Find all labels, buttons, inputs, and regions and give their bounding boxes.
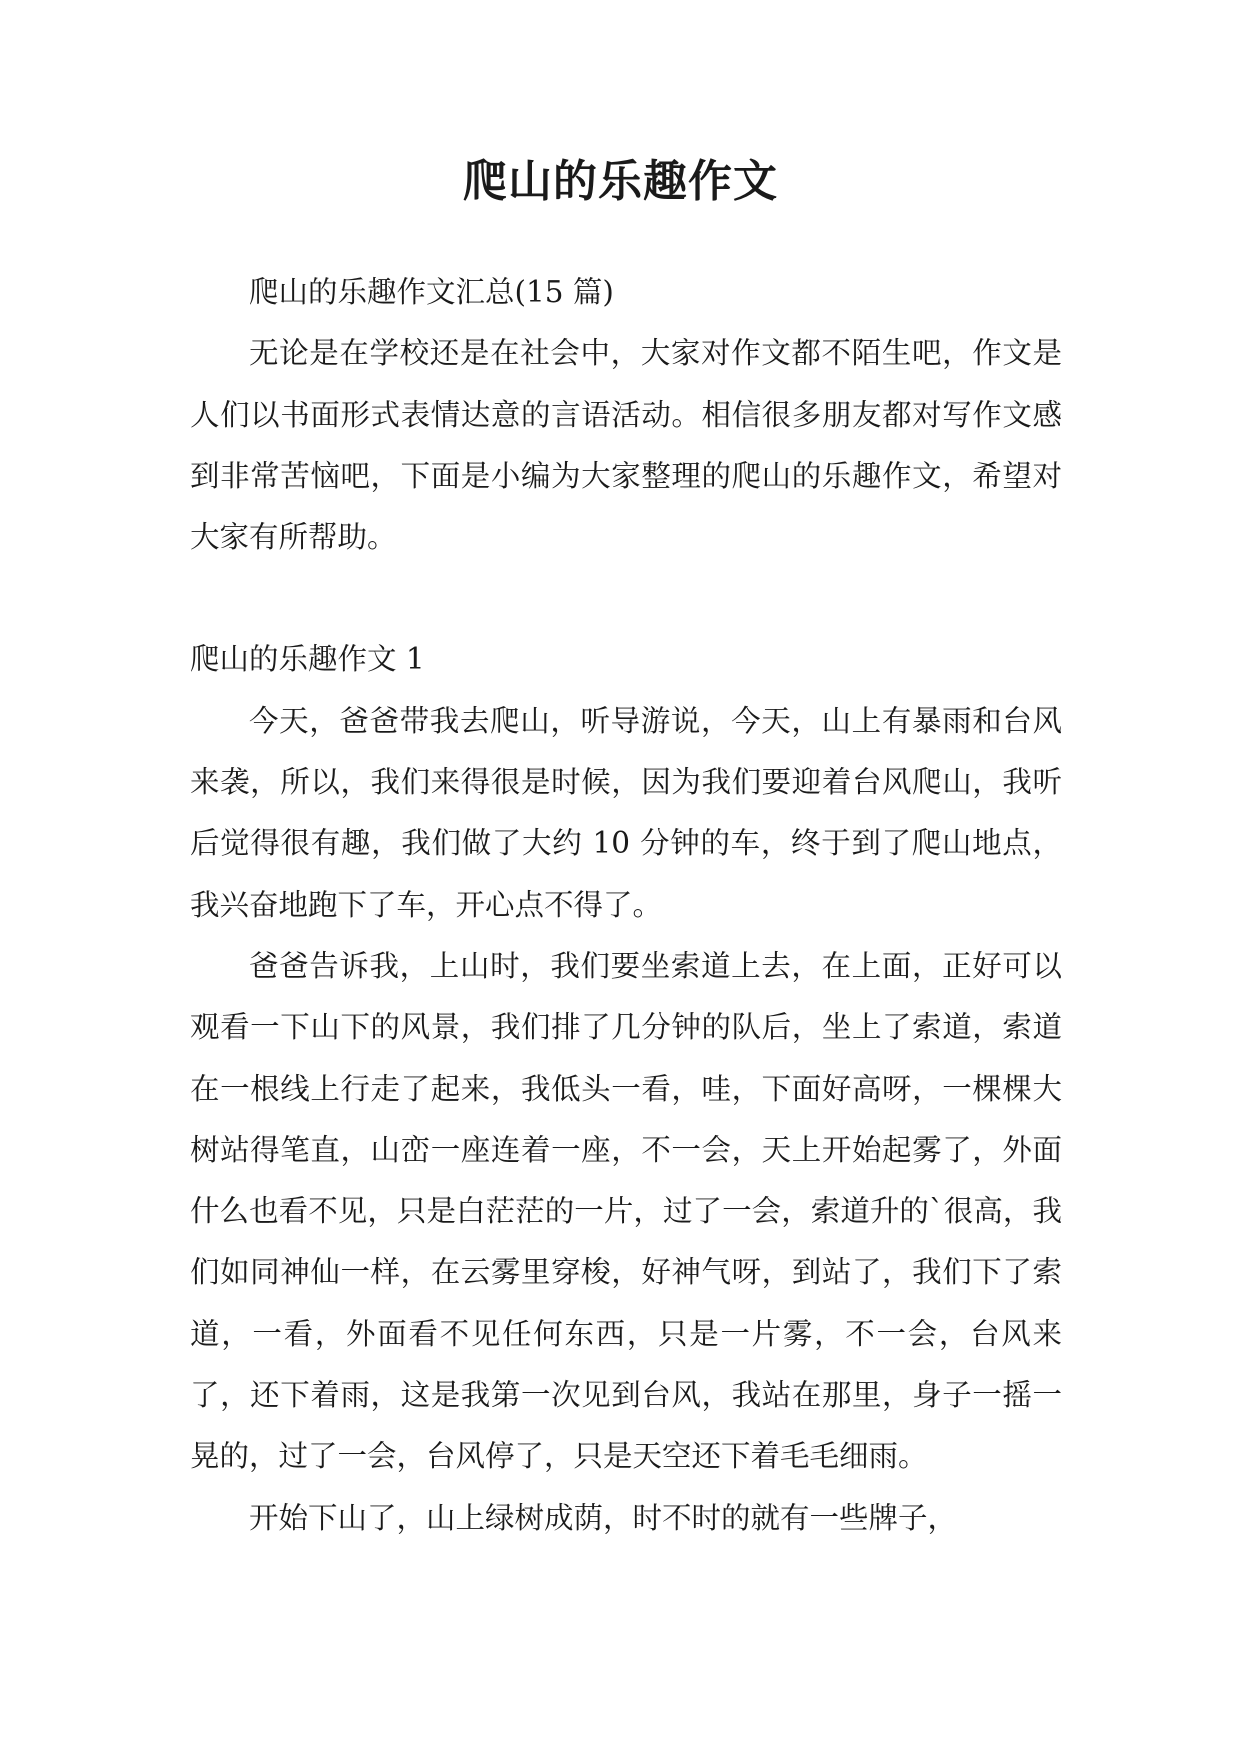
document-body bbox=[190, 262, 1062, 1549]
document-subtitle: 爬山的乐趣作文汇总(15 篇) bbox=[249, 275, 614, 309]
document-title: 爬山的乐趣作文 bbox=[463, 156, 778, 207]
intro-paragraph: 无论是在学校还是在社会中，大家对作文都不陌生吧，作文是人们以书面形式表情达意的言语活动。相信很多朋友都对写作文感到非常苦恼吧，下面是小编为大家整理的爬山的乐趣作文，希望对大家有所帮助。 bbox=[190, 336, 1062, 555]
body-paragraph: 今天，爸爸带我去爬山，听导游说，今天，山上有暴雨和台风来袭，所以，我们来得很是时候，因为我们要迎着台风爬山，我听后觉得很有趣，我们做了大约 10 分钟的车，终于到了爬山地点，我兴奋地跑下了车，开心点不得了。 bbox=[190, 703, 1062, 922]
body-paragraph: 爸爸告诉我，上山时，我们要坐索道上去，在上面，正好可以观看一下山下的风景，我们排了几分钟的队后，坐上了索道，索道在一根线上行走了起来，我低头一看，哇，下面好高呀，一棵棵大树站得笔直，山峦一座连着一座，不一会，天上开始起雾了，外面什么也看不见，只是白茫茫的一片，过了一会，索道升的`很高，我们如同神仙一样，在云雾里穿梭，好神气呀，到站了，我们下了索道，一看，外面看不见任何东西，只是一片雾，不一会，台风来了，还下着雨，这是我第一次见到台风，我站在那里，身子一摇一晃的，过了一会，台风停了，只是天空还下着毛毛细雨。 bbox=[190, 948, 1062, 1474]
section-heading: 爬山的乐趣作文 1 bbox=[190, 642, 425, 677]
body-paragraph: 开始下山了，山上绿树成荫，时不时的就有一些牌子， bbox=[249, 1500, 958, 1535]
